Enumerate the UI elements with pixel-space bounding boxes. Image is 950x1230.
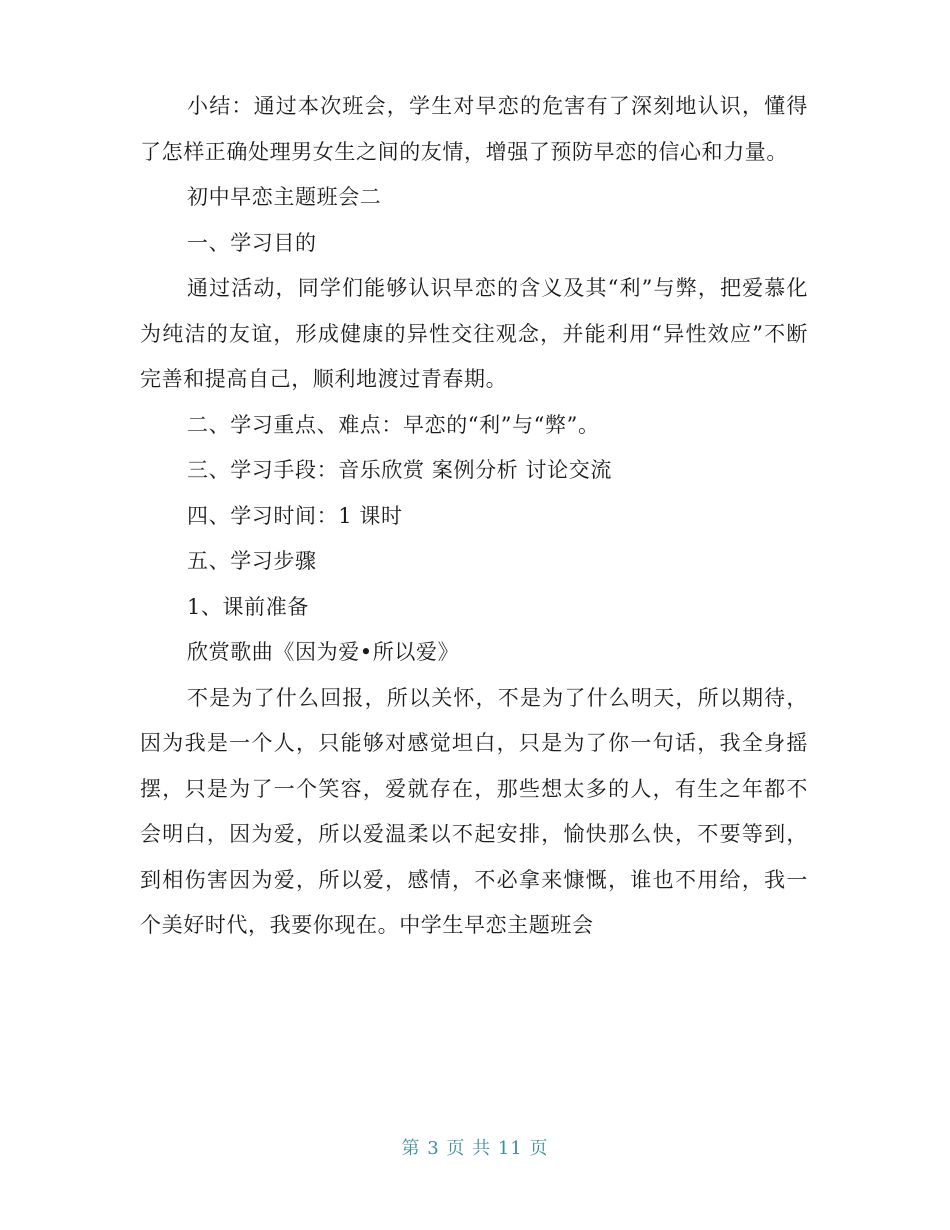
heading-learning-goal: 一、学习目的 bbox=[187, 230, 317, 255]
heading-time: 四、学习时间：1 课时 bbox=[187, 503, 403, 528]
learning-goal-paragraph: 通过活动，同学们能够认识早恋的含义及其“利”与弊，把爱慕化为纯洁的友谊，形成健康的异性交往观念，并能利用“异性效应”不断完善和提高自己，顺利地渡过青春期。 bbox=[140, 276, 808, 391]
page-number-footer: 第 3 页 共 11 页 bbox=[401, 1138, 549, 1159]
document-body bbox=[140, 84, 808, 949]
heading-methods: 三、学习手段：音乐欣赏 案例分析 讨论交流 bbox=[187, 458, 612, 482]
heading-steps: 五、学习步骤 bbox=[187, 549, 317, 573]
step-preparation: 1、课前准备 bbox=[187, 594, 309, 619]
section-title: 初中早恋主题班会二 bbox=[187, 185, 382, 209]
song-lyrics-paragraph: 不是为了什么回报，所以关怀，不是为了什么明天，所以期待，因为我是一个人，只能够对感觉坦白，只是为了你一句话，我全身摇摆，只是为了一个笑容，爱就存在，那些想太多的人，有生之年都不会明白，因为爱，所以爱温柔以不起安排，愉快那么快，不要等到，到相伤害因为爱，所以爱，感情，不必拿来慷慨，谁也不用给，我一个美好时代，我要你现在。中学生早恋主题班会 bbox=[140, 685, 808, 937]
heading-key-points: 二、学习重点、难点：早恋的“利”与“弊”。 bbox=[187, 412, 600, 437]
song-title: 欣赏歌曲《因为爱•所以爱》 bbox=[187, 640, 460, 664]
summary-paragraph: 小结：通过本次班会，学生对早恋的危害有了深刻地认识，懂得了怎样正确处理男女生之间的友情，增强了预防早恋的信心和力量。 bbox=[140, 94, 808, 164]
